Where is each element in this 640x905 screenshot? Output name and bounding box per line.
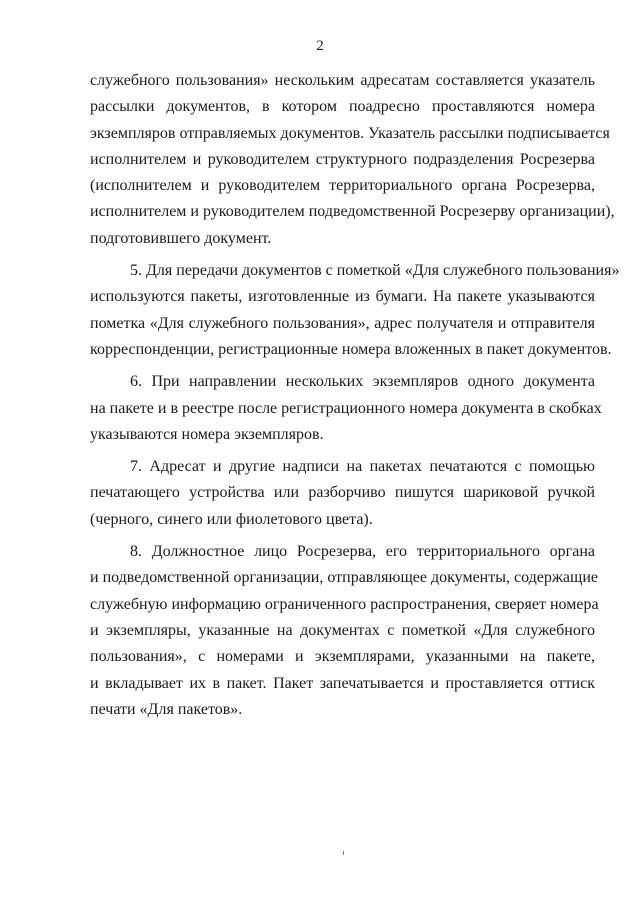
text-line: подготовившего документ. bbox=[90, 229, 272, 247]
text-line: 6. При направлении нескольких экземпляров одного документа bbox=[130, 373, 595, 391]
text-line: и подведомственной организации, отправляющее документы, содержащие bbox=[90, 569, 598, 587]
document-body bbox=[90, 68, 620, 723]
text-line: (исполнителем и руководителем территориального органа Росрезерва, bbox=[90, 177, 595, 195]
text-line: служебную информацию ограниченного распространения, сверяет номера bbox=[90, 595, 599, 613]
paragraph-item-6 bbox=[90, 369, 602, 448]
text-line: пометка «Для служебного пользования», адрес получателя и отправителя bbox=[90, 314, 595, 332]
text-line: рассылки документов, в котором поадресно проставляются номера bbox=[90, 98, 595, 116]
text-line: на пакете и в реестре после регистрационного номера документа в скобках bbox=[90, 399, 602, 417]
text-line: и вкладывает их в пакет. Пакет запечатывается и проставляется оттиск bbox=[90, 674, 595, 692]
page-number: 2 bbox=[316, 38, 324, 54]
text-line: 7. Адресат и другие надписи на пакетах печатаются с помощью bbox=[130, 458, 595, 476]
text-line: используются пакеты, изготовленные из бумаги. На пакете указываются bbox=[90, 288, 595, 306]
text-line: исполнителем и руководителем структурного подразделения Росрезерва bbox=[90, 150, 595, 168]
paragraph-continuation bbox=[90, 68, 615, 252]
paragraph-item-5 bbox=[90, 258, 620, 363]
text-line: печати «Для пакетов». bbox=[90, 700, 243, 718]
text-line: печатающего устройства или разборчиво пишутся шариковой ручкой bbox=[90, 484, 595, 502]
text-line: 8. Должностное лицо Росрезерва, его территориального органа bbox=[130, 543, 595, 561]
paragraph-item-8 bbox=[90, 539, 599, 723]
text-line: экземпляров отправляемых документов. Указатель рассылки подписывается bbox=[90, 124, 610, 142]
text-line: и экземпляры, указанные на документах с пометкой «Для служебного bbox=[90, 621, 595, 639]
text-line: исполнителем и руководителем подведомственной Росрезерву организации), bbox=[90, 203, 615, 221]
text-line: служебного пользования» нескольким адресатам составляется указатель bbox=[90, 72, 595, 89]
text-line: (черного, синего или фиолетового цвета). bbox=[90, 510, 373, 528]
text-line: пользования», с номерами и экземплярами, указанными на пакете, bbox=[90, 648, 595, 666]
scan-speck bbox=[343, 851, 344, 855]
text-line: 5. Для передачи документов с пометкой «Для служебного пользования» bbox=[130, 262, 620, 280]
text-line: корреспонденции, регистрационные номера вложенных в пакет документов. bbox=[90, 340, 612, 358]
paragraph-item-7 bbox=[90, 454, 595, 533]
text-line: указываются номера экземпляров. bbox=[90, 425, 324, 443]
